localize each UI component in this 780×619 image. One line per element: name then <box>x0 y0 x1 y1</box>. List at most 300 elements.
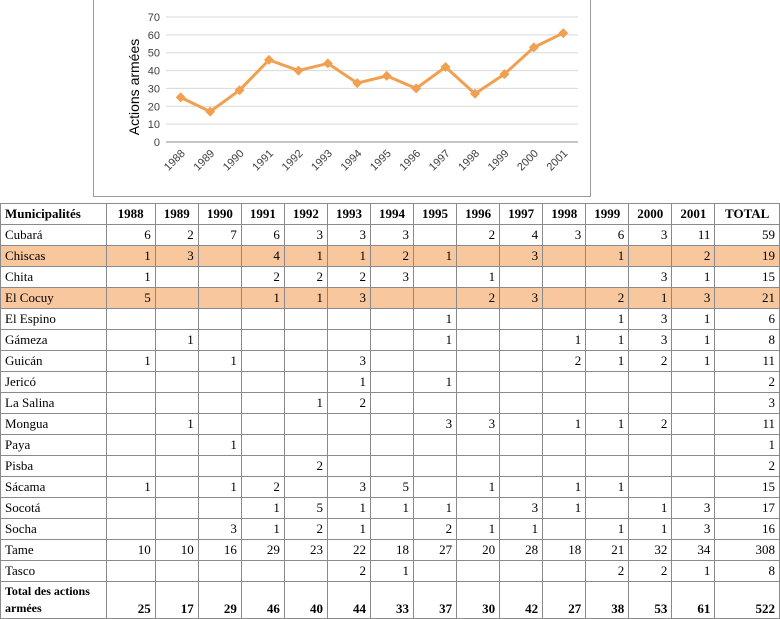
table-cell <box>370 414 413 435</box>
table-cell: 2 <box>586 561 629 582</box>
municipality-cell: Socha <box>1 519 107 540</box>
table-cell <box>106 309 155 330</box>
table-cell: 2 <box>715 456 780 477</box>
table-cell <box>284 435 327 456</box>
table-cell <box>629 435 672 456</box>
table-cell: 3 <box>198 519 241 540</box>
table-cell <box>106 456 155 477</box>
table-cell: 1 <box>370 561 413 582</box>
table-cell: 1 <box>672 330 715 351</box>
table-cell: 4 <box>241 246 284 267</box>
table-cell: 2 <box>457 225 500 246</box>
table-cell <box>457 393 500 414</box>
table-cell <box>543 246 586 267</box>
table-cell <box>414 351 457 372</box>
x-tick-label: 1994 <box>338 147 365 174</box>
table-cell: 1 <box>715 435 780 456</box>
column-header: 1995 <box>414 204 457 225</box>
column-header: 2000 <box>629 204 672 225</box>
table-cell: 1 <box>672 309 715 330</box>
table-cell: 1 <box>586 477 629 498</box>
table-cell <box>500 372 543 393</box>
municipality-cell: El Cocuy <box>1 288 107 309</box>
table-row <box>1 498 780 519</box>
data-point <box>293 66 303 76</box>
table-cell: 1 <box>500 519 543 540</box>
table-cell: 308 <box>715 540 780 561</box>
table-cell: 1 <box>457 519 500 540</box>
table-cell <box>327 456 370 477</box>
table-cell: 3 <box>500 288 543 309</box>
table-cell: 1 <box>586 351 629 372</box>
column-header: 1999 <box>586 204 629 225</box>
table-cell: 23 <box>284 540 327 561</box>
table-cell <box>198 456 241 477</box>
chart-svg <box>94 0 592 197</box>
table-cell <box>414 267 457 288</box>
table-cell <box>155 351 198 372</box>
x-tick-label: 1997 <box>426 147 453 174</box>
column-header: 1994 <box>370 204 413 225</box>
table-cell: 2 <box>629 351 672 372</box>
table-row <box>1 540 780 561</box>
table-cell: 1 <box>106 267 155 288</box>
table-cell: 33 <box>370 582 413 619</box>
table-cell: 25 <box>106 582 155 619</box>
table-cell: 1 <box>327 519 370 540</box>
y-tick-label: 50 <box>147 47 160 60</box>
x-tick-label: 1991 <box>250 147 277 174</box>
table-row <box>1 372 780 393</box>
table-cell: 1 <box>284 246 327 267</box>
table-cell <box>241 372 284 393</box>
x-tick-label: 2001 <box>544 147 571 174</box>
table-cell <box>327 435 370 456</box>
table-cell: 8 <box>715 330 780 351</box>
x-tick-label: 1992 <box>279 147 306 174</box>
table-cell: 2 <box>672 246 715 267</box>
table-cell: 1 <box>327 372 370 393</box>
municipality-cell: Cubará <box>1 225 107 246</box>
table-cell: 2 <box>327 561 370 582</box>
table-cell: 1 <box>586 246 629 267</box>
table-cell <box>198 246 241 267</box>
table-cell: 42 <box>500 582 543 619</box>
municipality-cell: Socotá <box>1 498 107 519</box>
table-cell <box>106 372 155 393</box>
table-cell <box>629 456 672 477</box>
table-cell: 16 <box>715 519 780 540</box>
table-cell <box>414 435 457 456</box>
table-row <box>1 435 780 456</box>
table-cell <box>370 288 413 309</box>
x-tick-label: 1988 <box>162 147 188 174</box>
column-header: 1991 <box>241 204 284 225</box>
table-cell <box>672 372 715 393</box>
table-cell: 10 <box>155 540 198 561</box>
table-cell <box>284 309 327 330</box>
table-cell: 5 <box>284 498 327 519</box>
table-cell <box>672 414 715 435</box>
table-cell <box>241 393 284 414</box>
data-point <box>176 92 186 102</box>
table-cell <box>241 435 284 456</box>
table-cell <box>629 393 672 414</box>
table-cell: 1 <box>241 498 284 519</box>
municipality-cell: Mongua <box>1 414 107 435</box>
table-cell: 1 <box>672 267 715 288</box>
column-header-municipality: Municipalités <box>1 204 107 225</box>
table-cell: 1 <box>543 498 586 519</box>
table-cell: 3 <box>327 225 370 246</box>
table-cell <box>155 456 198 477</box>
table-cell <box>106 519 155 540</box>
municipality-cell: Gámeza <box>1 330 107 351</box>
table-cell <box>198 372 241 393</box>
table-cell: 15 <box>715 267 780 288</box>
table-cell: 1 <box>414 246 457 267</box>
table-cell: 6 <box>715 309 780 330</box>
table-cell <box>241 330 284 351</box>
table-cell: 11 <box>715 351 780 372</box>
y-axis-label: Actions armées <box>126 38 142 136</box>
table-cell: 22 <box>327 540 370 561</box>
table-cell: 3 <box>629 309 672 330</box>
table-cell <box>106 435 155 456</box>
municipality-cell: Total des actions armées <box>1 582 107 619</box>
table-cell: 3 <box>543 225 586 246</box>
table-cell <box>586 393 629 414</box>
table-cell: 2 <box>241 267 284 288</box>
x-tick-label: 1999 <box>485 147 512 174</box>
table-cell <box>586 435 629 456</box>
table-cell: 2 <box>457 288 500 309</box>
table-cell <box>500 435 543 456</box>
table-cell: 59 <box>715 225 780 246</box>
table-cell: 34 <box>672 540 715 561</box>
table-cell: 1 <box>672 351 715 372</box>
table-cell <box>586 267 629 288</box>
table-cell <box>500 414 543 435</box>
table-row <box>1 246 780 267</box>
table-cell: 1 <box>327 246 370 267</box>
table-cell <box>672 477 715 498</box>
table-cell <box>284 561 327 582</box>
table-cell <box>500 561 543 582</box>
table-cell: 2 <box>370 246 413 267</box>
table-cell <box>457 456 500 477</box>
table-cell: 3 <box>327 351 370 372</box>
table-cell <box>155 393 198 414</box>
table-cell: 16 <box>198 540 241 561</box>
table-cell: 1 <box>543 414 586 435</box>
table-cell: 1 <box>327 498 370 519</box>
table-cell: 19 <box>715 246 780 267</box>
column-header: 1990 <box>198 204 241 225</box>
table-cell <box>241 414 284 435</box>
table-cell <box>241 456 284 477</box>
table-cell <box>457 372 500 393</box>
table-cell: 2 <box>715 372 780 393</box>
column-header: 1997 <box>500 204 543 225</box>
x-tick-label: 1995 <box>368 147 394 174</box>
x-tick-label: 1996 <box>397 147 424 174</box>
x-tick-label: 1990 <box>220 147 247 174</box>
table-cell: 3 <box>327 288 370 309</box>
table-cell <box>106 393 155 414</box>
table-cell <box>155 561 198 582</box>
table-cell <box>155 477 198 498</box>
table-row <box>1 309 780 330</box>
table-cell: 1 <box>629 519 672 540</box>
data-point <box>558 28 568 38</box>
table-cell <box>198 330 241 351</box>
table-cell: 3 <box>629 267 672 288</box>
table-cell <box>414 225 457 246</box>
table-cell <box>370 309 413 330</box>
table-cell: 18 <box>370 540 413 561</box>
table-cell: 1 <box>198 477 241 498</box>
table-cell <box>414 288 457 309</box>
municipality-cell: Jericó <box>1 372 107 393</box>
table-cell <box>370 393 413 414</box>
table-cell: 1 <box>457 477 500 498</box>
table-cell <box>586 498 629 519</box>
column-header: 2001 <box>672 204 715 225</box>
table-cell <box>500 330 543 351</box>
table-cell: 2 <box>241 477 284 498</box>
table-cell: 3 <box>672 519 715 540</box>
table-cell: 5 <box>370 477 413 498</box>
table-cell <box>543 456 586 477</box>
table-cell <box>543 309 586 330</box>
table-cell <box>284 414 327 435</box>
municipality-cell: Pisba <box>1 456 107 477</box>
table-cell: 1 <box>543 477 586 498</box>
table-cell: 2 <box>155 225 198 246</box>
table-cell <box>284 477 327 498</box>
table-cell <box>629 477 672 498</box>
table-cell <box>155 288 198 309</box>
table-row <box>1 414 780 435</box>
x-tick-label: 1989 <box>191 147 218 174</box>
table-cell: 2 <box>284 267 327 288</box>
table-cell <box>500 477 543 498</box>
line-chart <box>93 0 591 197</box>
data-point <box>382 71 392 81</box>
table-cell <box>370 351 413 372</box>
table-cell <box>414 561 457 582</box>
table-cell <box>198 414 241 435</box>
table-cell: 3 <box>500 246 543 267</box>
table-cell: 21 <box>586 540 629 561</box>
table-row <box>1 561 780 582</box>
x-tick-label: 2000 <box>515 147 541 174</box>
table-cell: 17 <box>155 582 198 619</box>
table-cell <box>500 309 543 330</box>
table-cell: 1 <box>414 498 457 519</box>
table-cell: 2 <box>327 393 370 414</box>
table-row <box>1 477 780 498</box>
table-cell <box>629 372 672 393</box>
table-cell: 1 <box>284 288 327 309</box>
municipality-cell: Chiscas <box>1 246 107 267</box>
table-cell: 6 <box>241 225 284 246</box>
table-cell: 1 <box>629 288 672 309</box>
table-row <box>1 288 780 309</box>
table-cell <box>500 456 543 477</box>
table-cell: 1 <box>198 435 241 456</box>
table-cell: 2 <box>414 519 457 540</box>
table-cell: 38 <box>586 582 629 619</box>
table-cell <box>500 393 543 414</box>
table-cell: 1 <box>284 393 327 414</box>
table-cell <box>284 351 327 372</box>
table-cell <box>155 519 198 540</box>
table-cell: 3 <box>370 225 413 246</box>
table-cell: 3 <box>629 225 672 246</box>
table-row <box>1 225 780 246</box>
table-cell <box>284 330 327 351</box>
table-cell <box>457 330 500 351</box>
table-cell: 3 <box>414 414 457 435</box>
table-cell: 1 <box>586 519 629 540</box>
municipality-cell: Paya <box>1 435 107 456</box>
column-header: 1998 <box>543 204 586 225</box>
table-cell <box>414 456 457 477</box>
table-cell <box>457 498 500 519</box>
table-cell: 5 <box>106 288 155 309</box>
table-cell <box>106 498 155 519</box>
table-row <box>1 519 780 540</box>
table-cell: 1 <box>586 330 629 351</box>
table-cell <box>327 330 370 351</box>
table-cell: 1 <box>629 498 672 519</box>
table-cell <box>198 288 241 309</box>
column-header: TOTAL <box>715 204 780 225</box>
table-row <box>1 393 780 414</box>
column-header: 1989 <box>155 204 198 225</box>
actions-table <box>0 203 780 619</box>
table-cell: 61 <box>672 582 715 619</box>
municipality-cell: Chita <box>1 267 107 288</box>
table-cell: 27 <box>414 540 457 561</box>
table-cell <box>629 246 672 267</box>
table-cell <box>457 309 500 330</box>
table-cell <box>672 435 715 456</box>
table-cell: 4 <box>500 225 543 246</box>
table-cell: 1 <box>106 351 155 372</box>
column-header: 1993 <box>327 204 370 225</box>
table-cell: 3 <box>327 477 370 498</box>
municipality-cell: Sácama <box>1 477 107 498</box>
table-cell <box>155 498 198 519</box>
table-cell: 11 <box>672 225 715 246</box>
municipality-cell: Tame <box>1 540 107 561</box>
table-cell: 29 <box>241 540 284 561</box>
table-cell <box>370 330 413 351</box>
y-tick-label: 60 <box>147 29 160 42</box>
table-cell: 28 <box>500 540 543 561</box>
column-header: 1988 <box>106 204 155 225</box>
table-row <box>1 351 780 372</box>
table-cell <box>457 351 500 372</box>
table-cell <box>327 309 370 330</box>
table-cell: 17 <box>715 498 780 519</box>
table-cell <box>284 372 327 393</box>
table-cell <box>457 246 500 267</box>
table-cell <box>155 309 198 330</box>
table-cell: 1 <box>586 309 629 330</box>
table-cell: 3 <box>715 393 780 414</box>
table-cell <box>155 435 198 456</box>
y-tick-label: 40 <box>147 65 160 78</box>
x-tick-label: 1993 <box>309 147 335 174</box>
table-row <box>1 456 780 477</box>
table-cell: 1 <box>672 561 715 582</box>
municipality-cell: La Salina <box>1 393 107 414</box>
table-cell: 3 <box>155 246 198 267</box>
x-tick-label: 1998 <box>456 147 483 174</box>
table-cell: 1 <box>155 414 198 435</box>
table-cell: 2 <box>543 351 586 372</box>
table-cell <box>500 267 543 288</box>
table-cell: 7 <box>198 225 241 246</box>
column-header: 1996 <box>457 204 500 225</box>
table-cell <box>106 414 155 435</box>
table-cell: 2 <box>586 288 629 309</box>
table-cell: 21 <box>715 288 780 309</box>
table-cell <box>198 393 241 414</box>
table-cell: 3 <box>672 288 715 309</box>
table-cell: 1 <box>241 288 284 309</box>
y-tick-label: 20 <box>147 101 160 114</box>
table-cell: 1 <box>414 309 457 330</box>
table-cell <box>586 372 629 393</box>
table-row <box>1 330 780 351</box>
municipality-cell: Tasco <box>1 561 107 582</box>
municipality-cell: Guicán <box>1 351 107 372</box>
table-cell <box>457 435 500 456</box>
table-cell: 18 <box>543 540 586 561</box>
table-cell: 2 <box>284 519 327 540</box>
table-cell: 40 <box>284 582 327 619</box>
table-row <box>1 267 780 288</box>
table-cell <box>414 393 457 414</box>
y-tick-label: 0 <box>153 137 160 149</box>
table-cell: 1 <box>241 519 284 540</box>
table-cell: 15 <box>715 477 780 498</box>
table-cell: 3 <box>457 414 500 435</box>
table-cell <box>543 519 586 540</box>
table-cell: 27 <box>543 582 586 619</box>
table-cell <box>106 561 155 582</box>
table-cell <box>500 351 543 372</box>
table-cell <box>155 372 198 393</box>
table-cell: 1 <box>414 372 457 393</box>
table-cell <box>543 393 586 414</box>
table-cell <box>543 561 586 582</box>
table-cell: 46 <box>241 582 284 619</box>
table-cell: 10 <box>106 540 155 561</box>
table-cell <box>241 309 284 330</box>
table-cell: 6 <box>106 225 155 246</box>
table-cell <box>543 435 586 456</box>
total-row <box>1 582 780 619</box>
table-cell: 3 <box>370 267 413 288</box>
table-cell: 2 <box>327 267 370 288</box>
table-cell: 1 <box>370 498 413 519</box>
